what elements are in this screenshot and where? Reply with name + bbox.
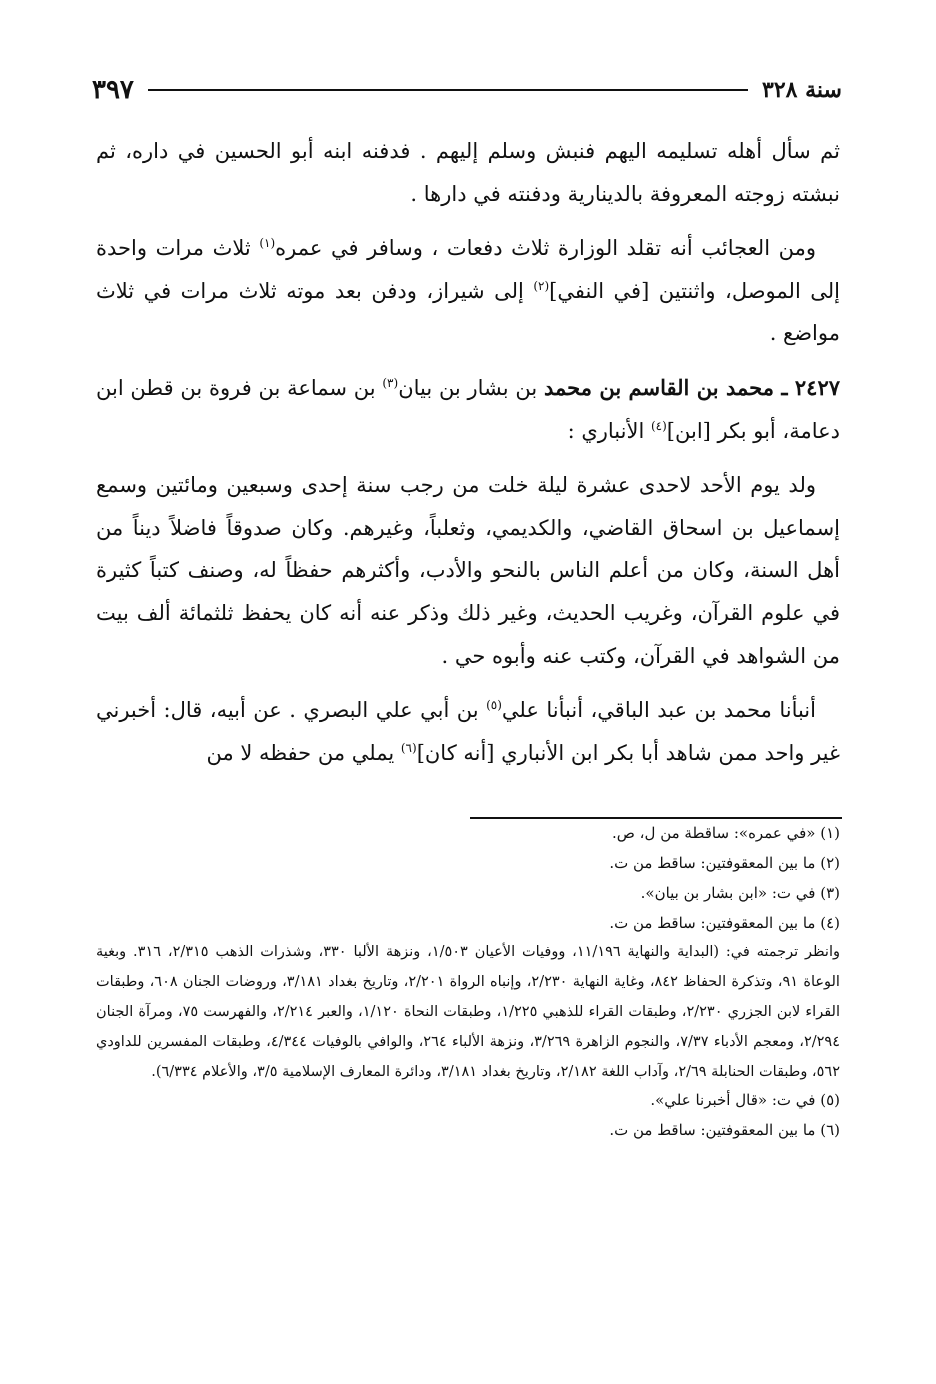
entry-part-a: بن بشار بن بيان (398, 375, 544, 400)
page-number: ٣٩٧ (92, 75, 134, 105)
running-title: سنة ٣٢٨ (762, 77, 842, 103)
page-header (92, 70, 842, 110)
paragraph-4: ولد يوم الأحد لاحدى عشرة ليلة خلت من رجب سنة إحدى وسبعين ومائتين وسمع إسماعيل بن اسحاق القاضي، والكديمي، وثعلباً، وغيرهم. وكان صدوقاً فاضلاً ديناً من أهل السنة، وكان من أعلم الناس بالنحو والأدب، وأكثرهم حفظاً له، وصنف كتباً كثيرة في علوم القرآن، وغريب الحديث، وغير ذلك وذكر عنه أنه كان يحفظ ثلثمائة ألف بيت من الشواهد في القرآن، وكتب عنه وأبوه حي . (96, 473, 841, 668)
footnote-ref-4: (٤) (650, 418, 667, 433)
footnote-separator (470, 817, 842, 819)
paragraph-2 (96, 227, 840, 355)
paragraph-2-part-b: ثلاث مرات واحدة إلى الموصل، واثنتين [في النفي] (96, 236, 840, 303)
entry-part-c: الأنباري : (567, 418, 651, 443)
footnote-ref-6: (٦) (400, 740, 417, 755)
paragraph-2-part-a: ومن العجائب أنه تقلد الوزارة ثلاث دفعات ، وسافر في عمره (275, 236, 816, 261)
biography-entry (96, 367, 840, 452)
footnote-references: وانظر ترجمته في: (البداية والنهاية ١١/١٩٦، ووفيات الأعيان ١/٥٠٣، ونزهة الألبا ٣٣٠، وشذرات الذهب ٢/٣١٥، ٣١٦. وبغية الوعاة ٩١، وتذكرة الحفاظ ٨٤٢، وغاية النهاية ٢/٢٣٠، وإنباه الرواة ٢/٢٠١، وتاريخ بغداد ٣/١٨١، وروضات الجنان ٦٠٨، وطبقات القراء لابن الجزري ٢/٢٣٠، وطبقات القراء للذهبي ١/٢٢٥، وطبقات النحاة ١/١٢٠، والعبر ٢/٢١٤، والفهرست ٧٥، ومرآة الجنان ٢/٢٩٤، ومعجم الأدباء ٧/٣٧، والنجوم الزاهرة ٣/٢٦٩، ونزهة الألباء ٢٦٤، والوافي بالوفيات ٤/٣٤٤، وطبقات المفسرين للداودي ٥٦٢، وطبقات الحنابلة ٢/٦٩، وآداب اللغة ٢/١٨٢، وتاريخ بغداد ٣/١٨١، ودائرة المعارف الإسلامية ٣/٥، والأعلام ٦/٣٣٤). (96, 944, 841, 1080)
header-rule (148, 89, 748, 91)
paragraph-1: ثم سأل أهله تسليمه اليهم فنبش وسلم إليهم . فدفنه ابنه أبو الحسين في داره، ثم نبشته زوجته المعروفة بالدينارية ودفنته في دارها . (96, 139, 840, 206)
footnote-ref-3: (٣) (382, 375, 399, 390)
footnotes (96, 820, 840, 1144)
footnote-4: (٤) ما بين المعقوفتين: ساقط من ت. (609, 914, 840, 932)
paragraph-5 (96, 689, 840, 774)
paragraph-2-part-c: إلى شيراز، ودفن بعد موته ثلاث مرات في ثلاث مواضع . (96, 278, 840, 346)
paragraph-5-part-b: بن أبي علي البصري . عن أبيه، قال: أخبرني غير واحد ممن شاهد أبا بكر ابن الأنباري [أنه كان] (96, 698, 840, 765)
entry-part-b: بن سماعة بن فروة بن قطن ابن دعامة، أبو بكر [ابن] (96, 375, 840, 443)
footnote-1: (١) «في عمره»: ساقطة من ل، ص. (612, 824, 840, 842)
paragraph-5-part-a: أنبأنا محمد بن عبد الباقي، أنبأنا علي (501, 698, 816, 723)
footnote-ref-2: (٢) (533, 278, 550, 293)
footnote-6: (٦) ما بين المعقوفتين: ساقط من ت. (609, 1121, 840, 1139)
entry-heading: ٢٤٢٧ ـ محمد بن القاسم بن محمد (543, 374, 841, 400)
paragraph-5-part-c: يملي من حفظه لا من (206, 740, 401, 765)
footnote-ref-1: (١) (259, 236, 276, 251)
footnote-2: (٢) ما بين المعقوفتين: ساقط من ت. (609, 854, 840, 872)
main-text (96, 130, 840, 786)
footnote-ref-5: (٥) (486, 698, 502, 713)
footnote-3: (٣) في ت: «ابن بشار بن بيان». (640, 884, 840, 902)
footnote-5: (٥) في ت: «قال أخبرنا علي». (650, 1091, 840, 1109)
